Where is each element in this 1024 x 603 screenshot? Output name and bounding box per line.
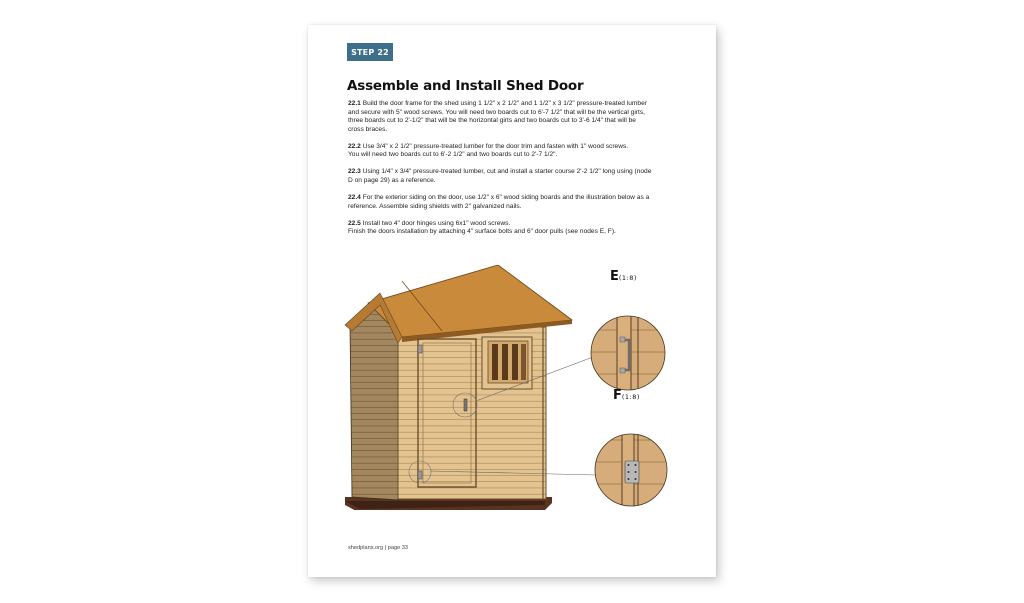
document-page — [308, 25, 716, 577]
step-number: 22.5 — [348, 219, 361, 227]
detail-e-door-pull — [590, 313, 670, 395]
step-paragraph-22-4: 22.4 For the exterior siding on the door, use 1/2" x 6" wood siding boards and the illustration below as a reference. Assemble siding shields with 2" galvanized nails. — [348, 193, 650, 210]
step-badge: STEP 22 — [347, 43, 393, 61]
instructions — [348, 100, 678, 245]
step-number: 22.1 — [348, 100, 361, 107]
step-paragraph-22-5: 22.5 Install two 4" door hinges using 6x1" wood screws. Finish the doors installation by attaching 4" surface bolts and 6" door pulls (see nodes E, F). — [348, 219, 616, 236]
step-paragraph-22-3: 22.3 Using 1/4" x 3/4" pressure-treated lumber, cut and install a starter course 2'-2 1/2" long using (node D on page 29) as a reference. — [348, 168, 652, 184]
detail-f-door-hinge — [594, 433, 670, 509]
detail-label-f: F(1:8) — [613, 388, 640, 403]
page-title: Assemble and Install Shed Door — [347, 78, 584, 94]
step-paragraph-22-1: 22.1 Build the door frame for the shed using 1 1/2" x 2 1/2" and 1 1/2" x 3 1/2" pressure-treated lumber and secure with 5" wood screws. You will need two boards cut to 6'-7 1/2" that will be the vertical girts, three boards cut to 2'-1/2" that will be the horizontal girts and two boards cut to 3'-6 1/4" that will be cross braces. — [348, 100, 647, 133]
step-number: 22.2 — [348, 142, 361, 150]
footer-separator: | — [384, 545, 387, 551]
step-number: 22.3 — [348, 168, 361, 176]
footer-page-number: page 33 — [387, 545, 408, 551]
shed-drawing — [345, 265, 596, 510]
step-number: 22.4 — [348, 193, 361, 201]
page-footer — [348, 545, 408, 551]
detail-label-e: E(1:8) — [610, 269, 637, 284]
footer-site: shedplans.org — [348, 545, 384, 551]
step-paragraph-22-2: 22.2 Use 3/4" x 2 1/2" pressure-treated lumber for the door trim and fasten with 1" wood screws. You will need two boards cut to 6'-2 1/2" and two boards cut to 2'-7 1/2". — [348, 142, 629, 159]
